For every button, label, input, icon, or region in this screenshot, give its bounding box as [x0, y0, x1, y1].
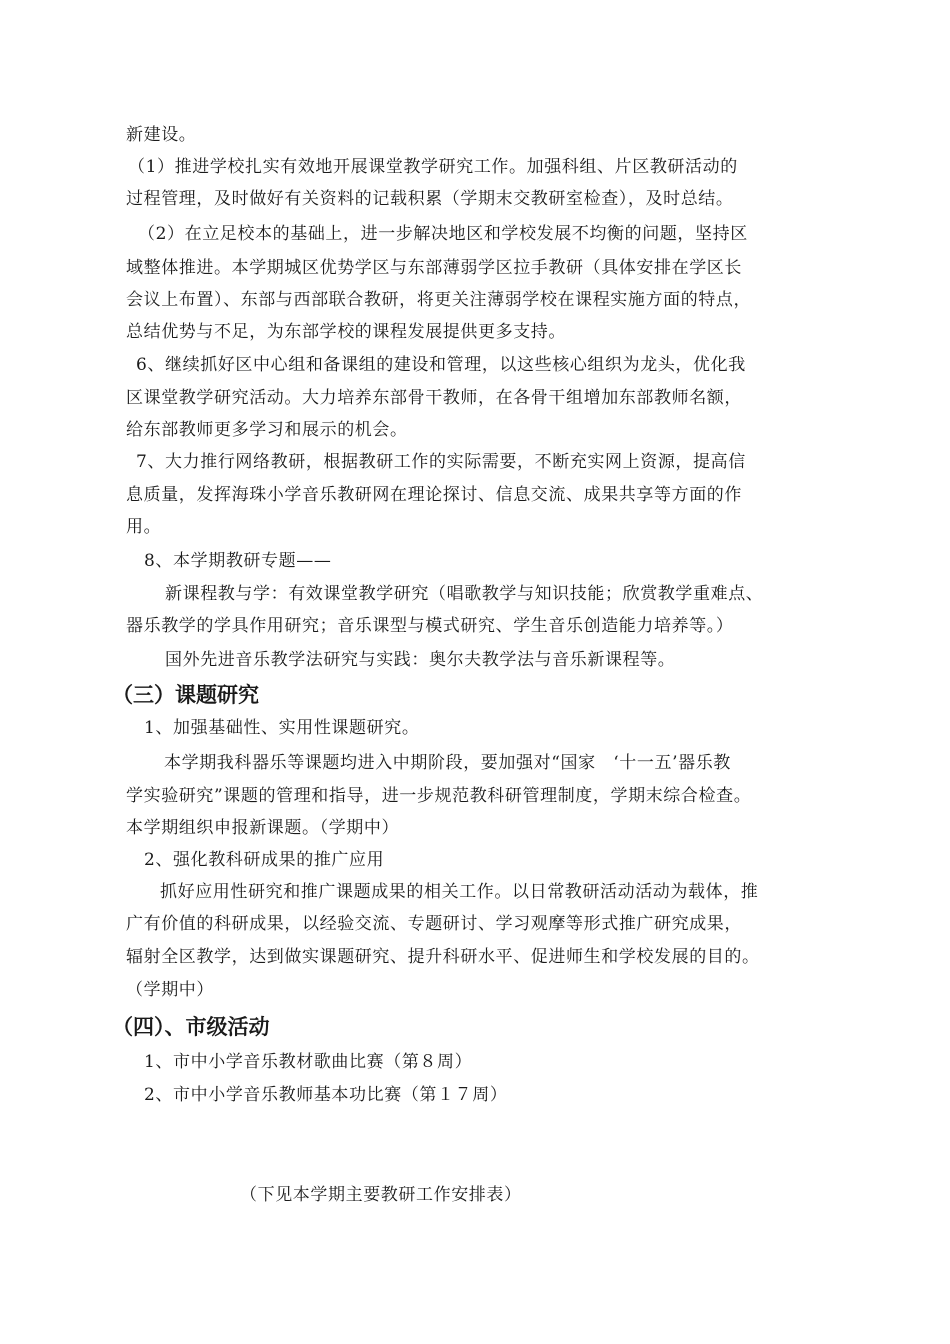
- text-line: 抓好应用性研究和推广课题成果的相关工作。以日常教研活动活动为载体，推: [160, 882, 759, 902]
- text-line: 7、大力推行网络教研，根据教研工作的实际需要，不断充实网上资源，提高信: [136, 452, 746, 472]
- section-heading: （三）课题研究: [112, 683, 259, 707]
- text-line: 总结优势与不足，为东部学校的课程发展提供更多支持。: [126, 322, 566, 342]
- text-line: 用。: [126, 517, 162, 537]
- text-line: 息质量，发挥海珠小学音乐教研网在理论探讨、信息交流、成果共享等方面的作: [126, 485, 742, 505]
- section-heading: （四）、市级活动: [112, 1015, 270, 1039]
- text-line: 8、本学期教研专题——: [144, 551, 332, 571]
- text-line: 新课程教与学：有效课堂教学研究（唱歌教学与知识技能；欣赏教学重难点、: [165, 584, 764, 604]
- text-line: 辐射全区教学，达到做实课题研究、提升科研水平、促进师生和学校发展的目的。: [126, 947, 760, 967]
- text-line: 国外先进音乐教学法研究与实践：奥尔夫教学法与音乐新课程等。: [165, 650, 676, 670]
- text-line: 会议上布置）、东部与西部联合教研，将更关注薄弱学校在课程实施方面的特点，: [126, 290, 752, 310]
- text-line: 6、继续抓好区中心组和备课组的建设和管理，以这些核心组织为龙头，优化我: [136, 355, 746, 375]
- text-line: （学期中）: [126, 980, 214, 1000]
- text-line: 2、强化教科研成果的推广应用: [144, 850, 385, 870]
- text-line: 本学期组织申报新课题。（学期中）: [126, 818, 400, 838]
- text-line: （2）在立足校本的基础上，进一步解决地区和学校发展不均衡的问题，坚持区: [138, 224, 748, 244]
- text-line: （1）推进学校扎实有效地开展课堂教学研究工作。加强科组、片区教研活动的: [128, 157, 738, 177]
- text-line: 本学期我科器乐等课题均进入中期阶段，要加强对“国家 ‘十一五’器乐教: [164, 753, 731, 773]
- text-line: 学实验研究”课题的管理和指导，进一步规范教科研管理制度，学期末综合检查。: [126, 786, 752, 806]
- text-line: 1、加强基础性、实用性课题研究。: [144, 718, 420, 738]
- text-line: 1、市中小学音乐教材歌曲比赛（第８周）: [144, 1052, 473, 1072]
- text-line: 域整体推进。本学期城区优势学区与东部薄弱学区拉手教研（具体安排在学区长: [126, 258, 742, 278]
- text-line: 广有价值的科研成果，以经验交流、专题研讨、学习观摩等形式推广研究成果，: [126, 914, 742, 934]
- text-line: 过程管理，及时做好有关资料的记载积累（学期末交教研室检查），及时总结。: [126, 189, 734, 209]
- text-line: 器乐教学的学具作用研究；音乐课型与模式研究、学生音乐创造能力培养等。）: [126, 616, 734, 636]
- text-line: 新建设。: [126, 125, 197, 145]
- text-line: 区课堂教学研究活动。大力培养东部骨干教师，在各骨干组增加东部教师名额，: [126, 388, 742, 408]
- text-line: 2、市中小学音乐教师基本功比赛（第１７周）: [144, 1085, 508, 1105]
- text-line: 给东部教师更多学习和展示的机会。: [126, 420, 408, 440]
- table-reference-note: （下见本学期主要教研工作安排表）: [240, 1185, 522, 1205]
